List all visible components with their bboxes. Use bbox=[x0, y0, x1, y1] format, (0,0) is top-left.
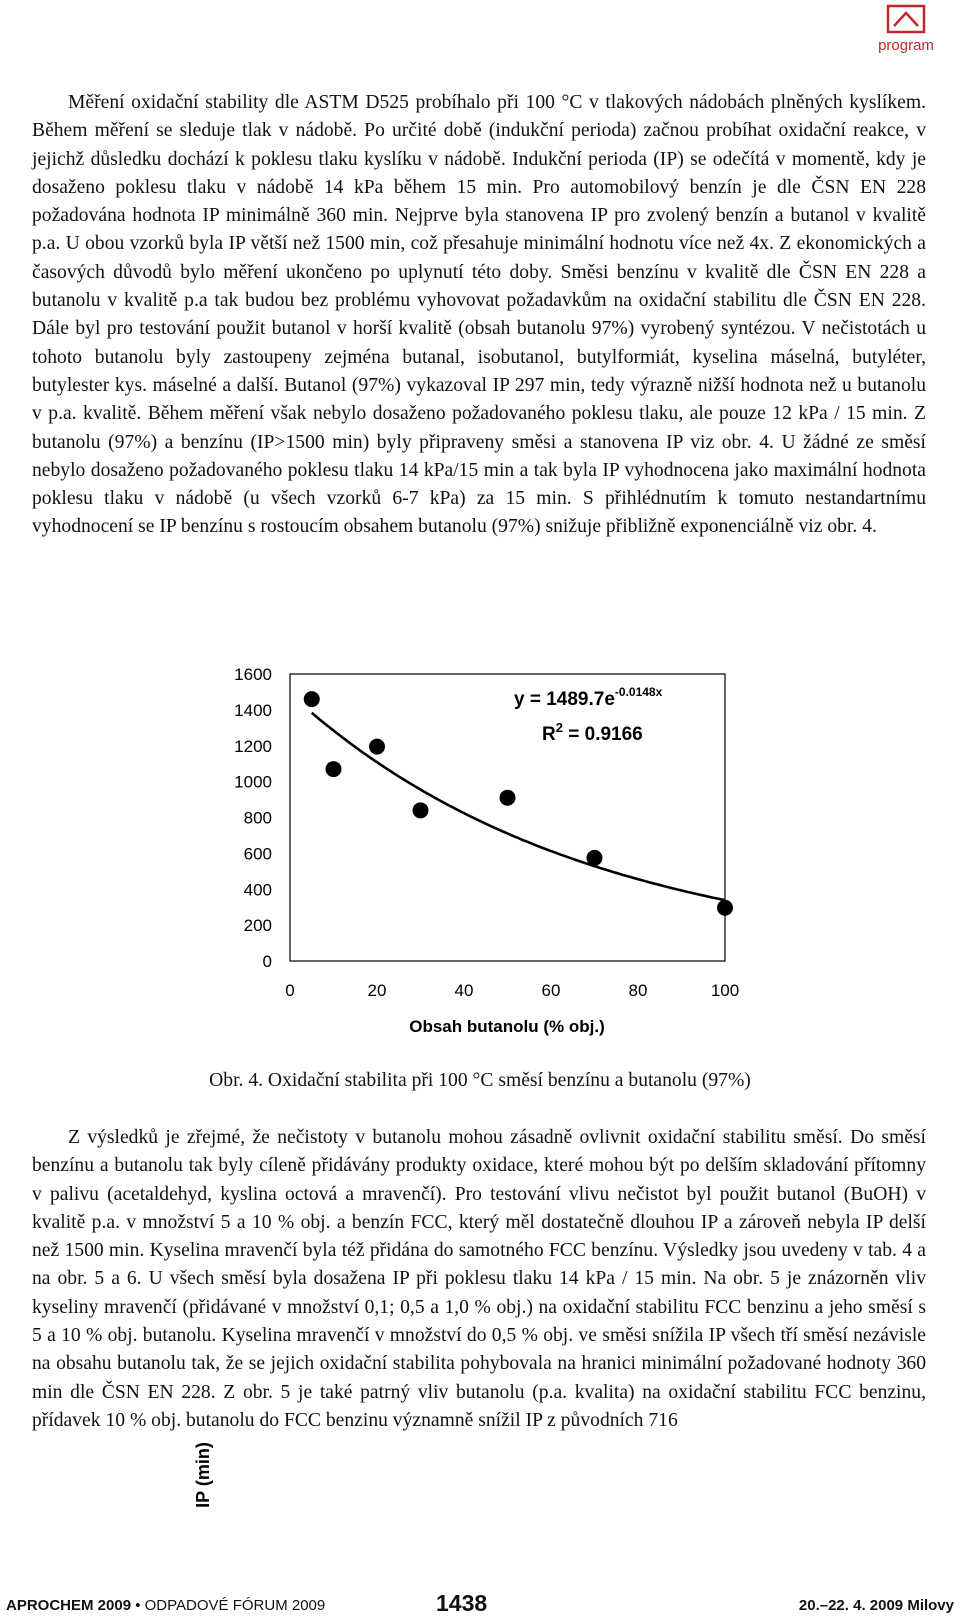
y-tick-label: 1600 bbox=[234, 665, 272, 684]
data-point bbox=[500, 790, 516, 806]
x-axis-label: Obsah butanolu (% obj.) bbox=[409, 1017, 605, 1036]
body-paragraph-1: Měření oxidační stability dle ASTM D525 probíhalo při 100 °C v tlakových nádobách plněných kyslíkem. Během měření se sleduje tlak v nádobě. Po určité době (indukční perioda) začnou probíhat oxidační reakce, v jejichž důsledku dochází k poklesu tlaku kyslíku v nádobě. Indukční perioda (IP) se odečítá v momentě, kdy je dosaženo poklesu tlaku v nádobě 14 kPa během 15 min. Pro automobilový benzín je dle ČSN EN 228 požadována hodnota IP minimálně 360 min. Nejprve byla stanovena IP pro zvolený benzín a butanol v kvalitě p.a. U obou vzorků byla IP větší než 1500 min, což přesahuje minimální hodnotu více než 4x. Z ekonomických a časových důvodů bylo měření ukončeno po uplynutí této doby. Směsi benzínu v kvalitě dle ČSN EN 228 a butanolu v kvalitě p.a tak budou bez problému vyhovovat požadavkům na oxidační stabilitu dle ČSN EN 228. Dále byl pro testování použit butanol v horší kvalitě (obsah butanolu 97%) vyrobený syntézou. V nečistotách u tohoto butanolu byly zastoupeny zejména butanal, isobutanol, butylformiát, kyselina máselná, butyléter, butylester kys. máselné a další. Butanol (97%) vykazoval IP 297 min, tedy výrazně nižší hodnota než u butanolu v p.a. kvalitě. Během měření však nebylo dosaženo požadovaného poklesu tlaku, ale pouze 12 kPa / 15 min. Z butanolu (97%) a benzínu (IP>1500 min) byly připraveny směsi a stanovena IP viz obr. 4. U žádné ze směsí nebylo dosaženo požadovaného poklesu tlaku 14 kPa/15 min a tak byla IP vyhodnocena jako maximální hodnota poklesu tlaku v nádobě (u všech vzorků 6-7 kPa) za 15 min. S přihlédnutím k tomuto nestandartnímu vyhodnocení se IP benzínu s rostoucím obsahem butanolu (97%) snižuje přibližně exponenciálně viz obr. 4. bbox=[32, 92, 926, 538]
footer-event bbox=[6, 1597, 325, 1614]
y-tick-label: 1200 bbox=[234, 736, 272, 756]
footer-event-rest: ODPADOVÉ FÓRUM 2009 bbox=[144, 1597, 326, 1614]
page-footer bbox=[6, 1590, 954, 1618]
trend-equation: $y = 1489.7e^{-0.0148x}$ bbox=[514, 685, 663, 710]
plot-area-frame bbox=[290, 674, 725, 961]
y-tick-label: 1000 bbox=[234, 772, 272, 792]
footer-event-bold: APROCHEM 2009 bbox=[6, 1597, 132, 1614]
y-tick-label: 800 bbox=[243, 808, 272, 828]
data-point bbox=[326, 761, 342, 777]
x-tick-label: 40 bbox=[454, 981, 474, 1000]
page-number: 1438 bbox=[436, 1590, 488, 1616]
x-tick-label: 100 bbox=[710, 981, 740, 1000]
program-logo-icon bbox=[886, 4, 926, 34]
data-point bbox=[413, 802, 429, 818]
data-point bbox=[717, 900, 733, 916]
x-tick-label: 60 bbox=[541, 981, 561, 1000]
program-logo bbox=[874, 4, 938, 54]
data-point bbox=[369, 739, 385, 755]
y-tick-label: 200 bbox=[243, 916, 272, 936]
y-tick-label: 0 bbox=[262, 952, 272, 971]
x-tick-label: 20 bbox=[367, 981, 387, 1000]
figure-caption: Obr. 4. Oxidační stabilita při 100 °C směsí benzínu a butanolu (97%) bbox=[209, 1070, 751, 1091]
footer-separator: • bbox=[131, 1597, 145, 1614]
r-squared: $R^2 = 0.9166$ bbox=[542, 720, 643, 745]
data-point bbox=[304, 691, 320, 707]
x-tick-label: 0 bbox=[285, 981, 295, 1000]
logo-label: program bbox=[878, 37, 934, 54]
body-paragraph-2: Z výsledků je zřejmé, že nečistoty v butanolu mohou zásadně ovlivnit oxidační stabilitu směsí. Do směsí benzínu a butanolu tak byly cíleně přidávány produkty oxidace, které mohou být po delším skladování přítomny v palivu (acetaldehyd, kyslina octová a mravenčí). Pro testování vlivu nečistot byl použit butanol (BuOH) v kvalitě p.a. v množství 5 a 10 % obj. a benzín FCC, který měl dostatečně dlouhou IP a zároveň nebyla IP delší než 1500 min. Kyselina mravenčí byla též přidána do samotného FCC benzínu. Výsledky jsou uvedeny v tab. 4 a na obr. 5 a 6. U všech směsí byla dosažena IP při poklesu tlaku 14 kPa / 15 min. Na obr. 5 je znázorněn vliv kyseliny mravenčí (přidávané v množství 0,1; 0,5 a 1,0 % obj.) na oxidační stabilitu FCC benzinu a jeho směsí s 5 a 10 % obj. butanolu. Kyselina mravenčí v množství do 0,5 % obj. ve směsi snížila IP všech tří směsí nezávisle na obsahu butanolu tak, že se jejich oxidační stabilita pohybovala na hranici minimální požadované hodnoty 360 min dle ČSN EN 228. Z obr. 5 je také patrný vliv butanolu (p.a. kvalita) na oxidační stabilitu FCC benzinu, přídavek 10 % obj. butanolu do FCC benzinu významně snížil IP z původních 716 bbox=[32, 1127, 926, 1431]
y-tick-label: 600 bbox=[243, 844, 272, 864]
data-point bbox=[587, 850, 603, 866]
footer-date-place: 20.–22. 4. 2009 Milovy bbox=[798, 1597, 954, 1614]
y-tick-label: 400 bbox=[243, 880, 272, 900]
y-axis-label: IP (min) bbox=[193, 1442, 213, 1508]
x-tick-label: 80 bbox=[628, 981, 648, 1000]
y-tick-label: 1400 bbox=[234, 700, 272, 720]
